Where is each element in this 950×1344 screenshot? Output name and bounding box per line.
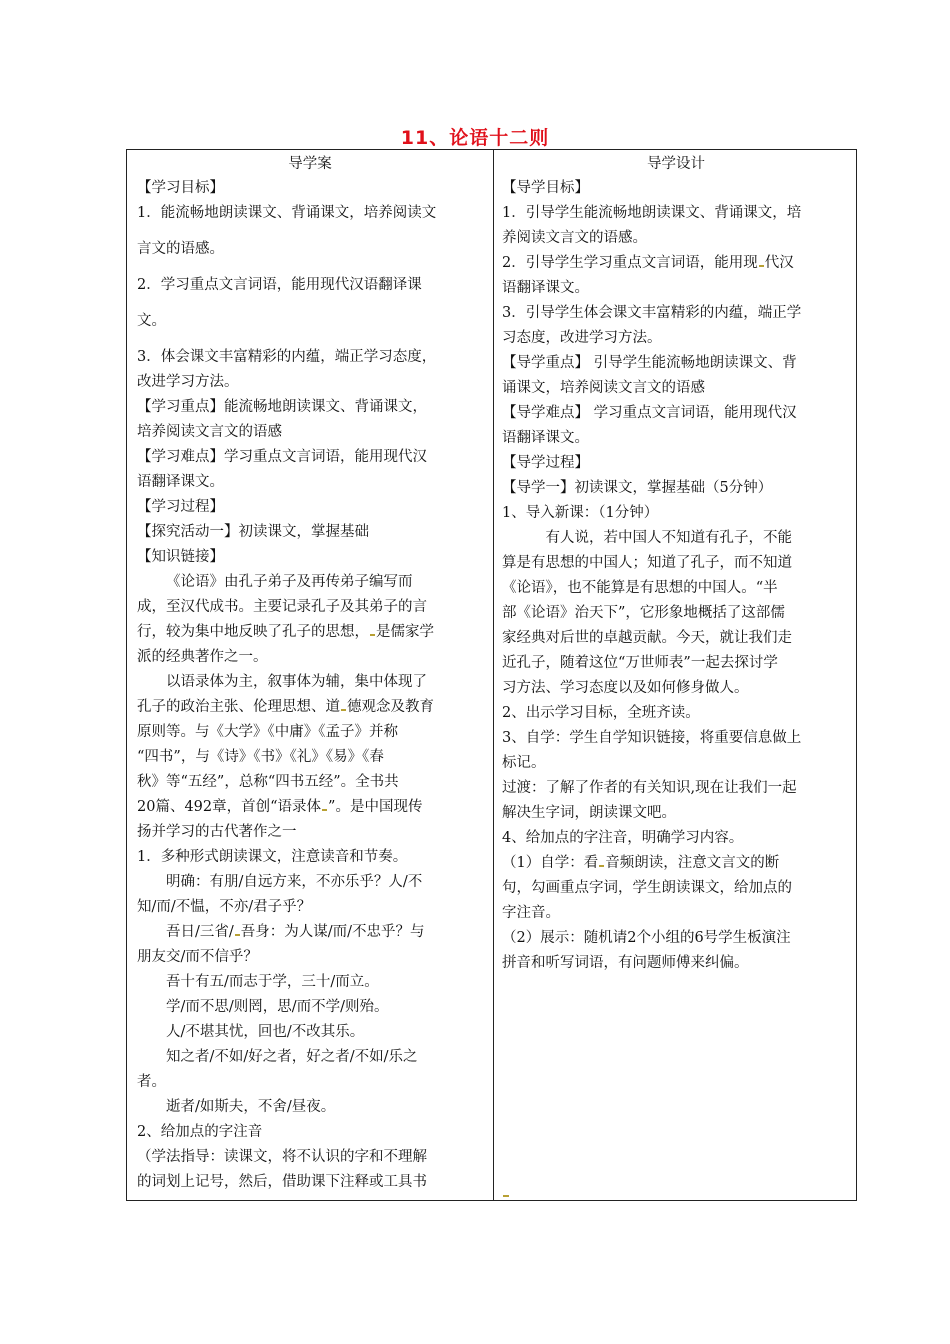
- substep-1-line-1: （1）自学：看 音频朗读，注意文言文的断: [502, 855, 780, 871]
- guide-line-2: 的词划上记号，然后，借助课下注释或工具书: [137, 1174, 427, 1190]
- knowledge-p2-line-3: 原则等。与《大学》《中庸》《孟子》并称: [137, 724, 398, 740]
- example-1-line-1: 明确：有朋/自远方来，不亦乐乎？人/不: [166, 874, 423, 890]
- right-column-header: 导学设计: [647, 156, 705, 172]
- example-4: 学/而不思/则罔，思/而不学/则殆。: [166, 999, 389, 1015]
- show-goals: 2、出示学习目标，全班齐读。: [502, 705, 700, 721]
- substep-2-line-1: （2）展示：随机请2个小组的6号学生板演注: [502, 930, 791, 946]
- knowledge-p2-line-6: 20篇、492章，首创“语录体 ”。是中国现传: [137, 799, 423, 815]
- guide-difficulty-line-1: 【导学难点】 学习重点文言词语，能用现代汉: [502, 405, 797, 421]
- intro-line-3: 《论语》，也不能算是有思想的中国人。“半: [502, 580, 778, 596]
- example-5: 人/不堪其忧，回也/不改其乐。: [166, 1024, 365, 1040]
- intro-line-1: 有人说，若中国人不知道有孔子，不能: [545, 530, 792, 546]
- self-study-line-1: 3、自学：学生自学知识链接，将重要信息做上: [502, 730, 802, 746]
- example-6-line-1: 知之者/不如/好之者，好之者/不如/乐之: [166, 1049, 418, 1065]
- guide-goals-heading: 【导学目标】: [502, 180, 589, 196]
- knowledge-p1-line-3: 行，较为集中地反映了孔子的思想， 是儒家学: [137, 624, 434, 640]
- guide-goal-3-line-2: 习态度，改进学习方法。: [502, 330, 662, 346]
- guide-focus-line-2: 诵课文，培养阅读文言文的语感: [502, 380, 705, 396]
- left-column-header: 导学案: [288, 156, 332, 172]
- guide-goal-1-line-2: 养阅读文言文的语感。: [502, 230, 647, 246]
- transition-line-1: 过渡：了解了作者的有关知识,现在让我们一起: [502, 780, 797, 796]
- example-2-line-1: 吾日/三省/ 吾身：为人谋/而/不忠乎？与: [166, 924, 425, 940]
- activity-1: 【探究活动一】初读课文，掌握基础: [137, 524, 369, 540]
- guide-difficulty-line-2: 语翻译课文。: [502, 430, 589, 446]
- goal-2-line-2: 文。: [137, 313, 166, 329]
- intro-line-7: 习方法、学习态度以及如何修身做人。: [502, 680, 749, 696]
- substep-1-line-3: 字注音。: [502, 905, 560, 921]
- example-6-line-2: 者。: [137, 1074, 166, 1090]
- intro-line-4: 部《论语》治天下”，它形象地概括了这部儒: [502, 605, 785, 621]
- goal-3-line-1: 3．体会课文丰富精彩的内蕴，端正学习态度，: [137, 349, 437, 365]
- transition-line-2: 解决生字词，朗读课文吧。: [502, 805, 676, 821]
- knowledge-p1-line-4: 派的经典著作之一。: [137, 649, 268, 665]
- guide-goal-1-line-1: 1．引导学生能流畅地朗读课文、背诵课文，培: [502, 205, 802, 221]
- knowledge-p2-line-1: 以语录体为主，叙事体为辅，集中体现了: [166, 674, 427, 690]
- goal-1-line-1: 1．能流畅地朗读课文、背诵课文，培养阅读文: [137, 205, 437, 221]
- example-2-line-2: 朋友交/而不信乎？: [137, 949, 258, 965]
- goal-3-line-2: 改进学习方法。: [137, 374, 239, 390]
- study-plan-column: [137, 176, 487, 1195]
- example-1-line-2: 知/而/不愠，不亦/君子乎？: [137, 899, 312, 915]
- pinyin-task: 2、给加点的字注音: [137, 1124, 263, 1140]
- knowledge-p2-line-2: 孔子的政治主张、伦理思想、道 德观念及教育: [137, 699, 434, 715]
- page-title: 11、论语十二则: [400, 127, 550, 149]
- intro-heading: 1、导入新课：（1分钟）: [502, 505, 659, 521]
- difficulty-line-1: 【学习难点】学习重点文言词语，能用现代汉: [137, 449, 427, 465]
- knowledge-p2-line-7: 扬并学习的古代著作之一: [137, 824, 297, 840]
- knowledge-p2-line-5: 秋》等“五经”，总称“四书五经”。全书共: [137, 774, 399, 790]
- difficulty-line-2: 语翻译课文。: [137, 474, 224, 490]
- guide-line-1: （学法指导：读课文，将不认识的字和不理解: [137, 1149, 427, 1165]
- stray-mark: [503, 1195, 509, 1197]
- guide-goal-2-line-2: 语翻译课文。: [502, 280, 589, 296]
- focus-line-1: 【学习重点】能流畅地朗读课文、背诵课文，: [137, 399, 427, 415]
- guide-process-heading: 【导学过程】: [502, 455, 589, 471]
- lesson-table: [126, 149, 857, 1201]
- guide-focus-line-1: 【导学重点】 引导学生能流畅地朗读课文、背: [502, 355, 797, 371]
- column-divider: [493, 150, 494, 1200]
- intro-line-5: 家经典对后世的卓越贡献。今天，就让我们走: [502, 630, 792, 646]
- guide-goal-3-line-1: 3．引导学生体会课文丰富精彩的内蕴，端正学: [502, 305, 802, 321]
- knowledge-p2-line-4: “四书”，与《诗》《书》《礼》《易》《春: [137, 749, 384, 765]
- intro-line-6: 近孔子，随着这位“万世师表”一起去探讨学: [502, 655, 778, 671]
- process-heading: 【学习过程】: [137, 499, 224, 515]
- self-study-line-2: 标记。: [502, 755, 546, 771]
- goal-1-line-2: 言文的语感。: [137, 241, 224, 257]
- focus-line-2: 培养阅读文言文的语感: [137, 424, 282, 440]
- step-4: 4、给加点的字注音，明确学习内容。: [502, 830, 744, 846]
- intro-line-2: 算是有思想的中国人；知道了孔子，而不知道: [502, 555, 792, 571]
- guide-goal-2-line-1: 2．引导学生学习重点文言词语，能用现 代汉: [502, 255, 794, 271]
- knowledge-p1-line-1: 《论语》由孔子弟子及再传弟子编写而: [166, 574, 413, 590]
- example-7: 逝者/如斯夫，不舍/昼夜。: [166, 1099, 336, 1115]
- substep-2-line-2: 拼音和听写词语，有问题师傅来纠偏。: [502, 955, 749, 971]
- goals-heading: 【学习目标】: [137, 180, 224, 196]
- reading-task: 1．多种形式朗读课文，注意读音和节奏。: [137, 849, 408, 865]
- example-3: 吾十有五/而志于学，三十/而立。: [166, 974, 379, 990]
- knowledge-p1-line-2: 成，至汉代成书。主要记录孔子及其弟子的言: [137, 599, 427, 615]
- goal-2-line-1: 2．学习重点文言词语，能用现代汉语翻译课: [137, 277, 422, 293]
- substep-1-line-2: 句，勾画重点字词，学生朗读课文，给加点的: [502, 880, 792, 896]
- guide-step-1: 【导学一】初读课文，掌握基础（5分钟）: [502, 480, 773, 496]
- knowledge-heading: 【知识链接】: [137, 549, 224, 565]
- teaching-design-column: [502, 176, 850, 976]
